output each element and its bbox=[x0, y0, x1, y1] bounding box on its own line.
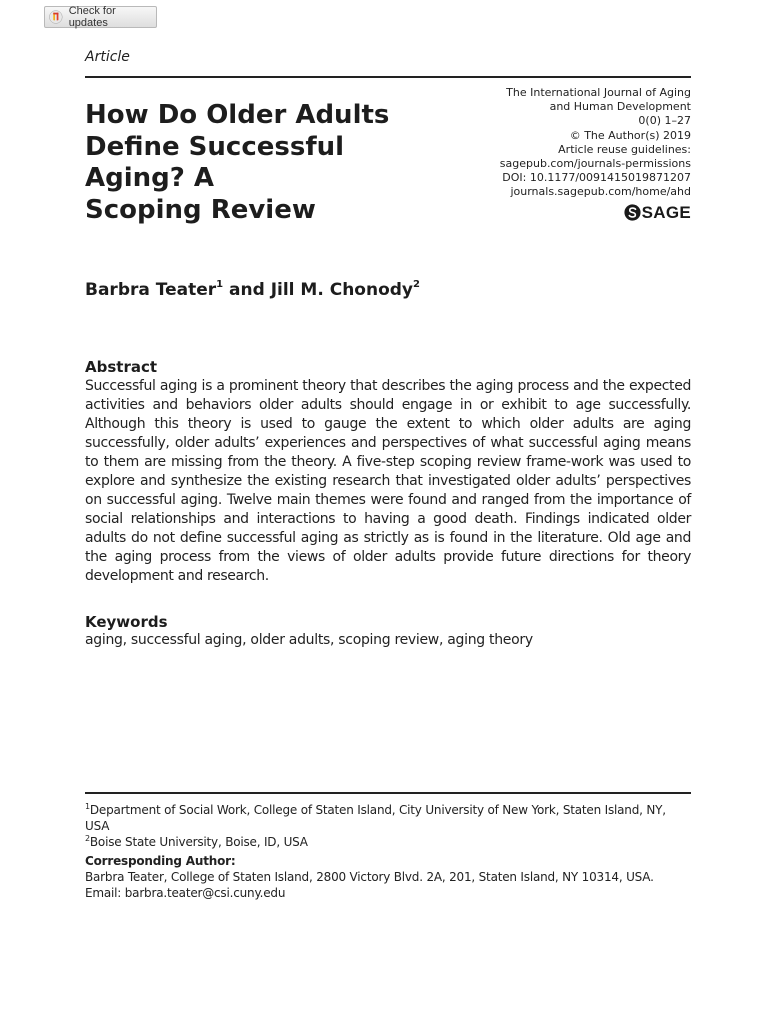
abstract-heading: Abstract bbox=[85, 358, 158, 376]
corresponding-author-email[interactable]: Email: barbra.teater@csi.cuny.edu bbox=[85, 886, 286, 900]
sage-logo-text: SAGE bbox=[641, 203, 691, 222]
affiliation-text: Department of Social Work, College of Staten Island, City University of New York, Staten Island, NY, USA bbox=[85, 803, 666, 833]
affiliation-footnote bbox=[85, 834, 691, 850]
reuse-guidelines: Article reuse guidelines: bbox=[558, 142, 691, 156]
doi-link[interactable]: DOI: 10.1177/0091415019871207 bbox=[502, 171, 691, 185]
sage-logo-icon bbox=[624, 204, 641, 221]
affiliation-text: Boise State University, Boise, ID, USA bbox=[89, 835, 308, 849]
author-list bbox=[85, 280, 420, 300]
title-line: How Do Older Adults bbox=[85, 100, 390, 130]
sage-logo bbox=[624, 204, 691, 221]
journal-name: The International Journal of Aging bbox=[506, 86, 691, 99]
corresponding-author-address: Barbra Teater, College of Staten Island, 2800 Victory Blvd. 2A, 201, Staten Island, NY 10314, USA. bbox=[85, 870, 654, 884]
journal-home-link[interactable]: journals.sagepub.com/home/ahd bbox=[510, 185, 691, 199]
title-line: Aging? A bbox=[85, 163, 215, 193]
author-connector: and bbox=[223, 280, 271, 300]
article-type-label: Article bbox=[85, 49, 130, 65]
abstract-text: Successful aging is a prominent theory that describes the aging process and the expected activities and behaviors older adults should engage in or exhibit to age successfully. Although this theory is used to gauge the extent to which older adults are aging successfully, older adults’ experiences and perspectives of what successful aging means to them are missing from the theory. A five-step scoping review frame-work was used to explore and synthesize the existing research that investigated older adults’ perspectives on successful aging. Twelve main themes were found and ranged from the importance of social relationships and interactions to having a good death. Findings indicated older adults do not define successful aging as strictly as is found in the literature. Old age and the aging process from the views of older adults provide future directions for theory development and research. bbox=[85, 378, 691, 584]
author-name: Barbra Teater bbox=[85, 280, 217, 300]
article-title bbox=[85, 100, 465, 226]
affiliation-marker: 2 bbox=[413, 279, 420, 290]
title-line: Scoping Review bbox=[85, 194, 316, 225]
affiliation-footnote bbox=[85, 802, 691, 834]
copyright-notice: © The Author(s) 2019 bbox=[569, 128, 691, 142]
affiliation-number: 1 bbox=[85, 802, 90, 811]
affiliation-number: 2 bbox=[85, 834, 90, 843]
corresponding-author-heading: Corresponding Author: bbox=[85, 854, 236, 868]
journal-info bbox=[431, 86, 691, 200]
header-rule bbox=[85, 76, 691, 78]
footnote-rule bbox=[85, 792, 691, 794]
check-for-updates-icon bbox=[49, 10, 63, 24]
footnotes bbox=[85, 802, 691, 901]
keywords-text: aging, successful aging, older adults, scoping review, aging theory bbox=[85, 632, 533, 648]
title-line: Define Successful bbox=[85, 131, 345, 162]
permissions-link[interactable]: sagepub.com/journals-permissions bbox=[499, 157, 691, 171]
keywords-heading: Keywords bbox=[85, 613, 168, 631]
check-for-updates-button[interactable] bbox=[44, 6, 157, 28]
author-name: Jill M. Chonody bbox=[270, 280, 414, 300]
check-for-updates-label: Check for updates bbox=[68, 5, 116, 29]
journal-volume: 0(0) 1–27 bbox=[638, 114, 691, 128]
journal-name-cont: and Human Development bbox=[549, 100, 691, 114]
affiliation-marker: 1 bbox=[216, 279, 224, 290]
